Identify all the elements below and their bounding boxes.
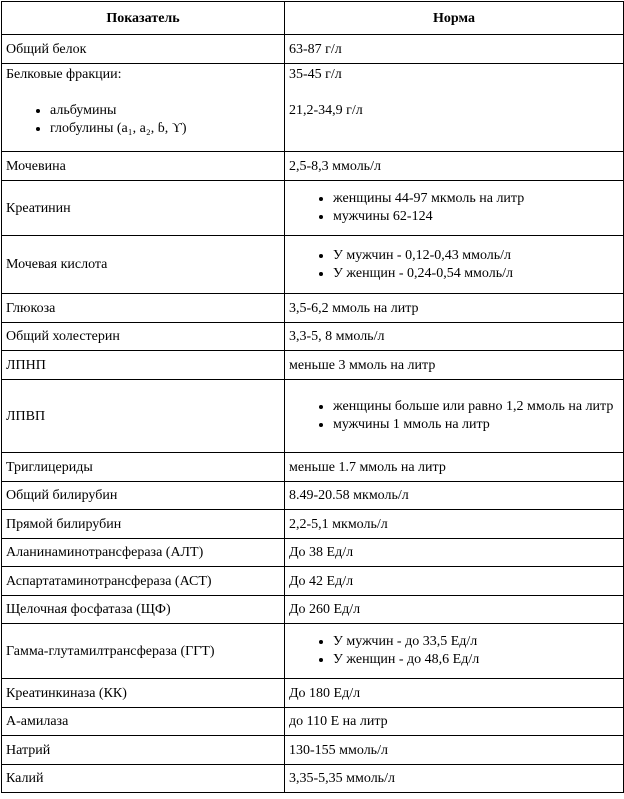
list-item: • У женщин - 0,24-0,54 ммоль/л <box>333 265 619 283</box>
table-row <box>2 539 624 567</box>
norm-cell: До 42 Ед/л <box>285 567 624 596</box>
header-row <box>2 2 624 35</box>
indicator-cell: Креатинкиназа (КК) <box>2 679 285 708</box>
table-row <box>2 152 624 181</box>
norm-line: 35-45 г/л <box>289 67 342 82</box>
table-row <box>2 181 624 236</box>
list-item: • глобулины (а₁, а₂, ɓ, ϒ) <box>50 120 280 138</box>
norm-cell: До 180 Ед/л <box>285 679 624 708</box>
norm-cell: 130-155 ммоль/л <box>285 736 624 765</box>
indicator-cell: Общий билирубин <box>2 482 285 510</box>
norm-cell <box>285 624 624 679</box>
indicator-cell: Гамма-глутамилтрансфераза (ГГТ) <box>2 624 285 679</box>
indicator-cell: Общий белок <box>2 35 285 64</box>
list-item: • У мужчин - до 33,5 Ед/л <box>333 633 619 651</box>
norm-cell: До 38 Ед/л <box>285 539 624 567</box>
list-item: • женщины 44-97 мкмоль на литр <box>333 190 619 208</box>
indicator-cell: Аспартатаминотрансфераза (АСТ) <box>2 567 285 596</box>
norm-cell: 8.49-20.58 мкмоль/л <box>285 482 624 510</box>
indicator-cell: ЛПНП <box>2 351 285 380</box>
indicator-cell: Креатинин <box>2 181 285 236</box>
indicator-cell: Щелочная фосфатаза (ЩФ) <box>2 596 285 624</box>
indicator-cell: Мочевина <box>2 152 285 181</box>
header-norm: Норма <box>285 2 624 35</box>
indicator-cell: ЛПВП <box>2 380 285 453</box>
table-row <box>2 236 624 294</box>
norm-cell <box>285 236 624 294</box>
norm-list <box>289 633 619 669</box>
norm-cell <box>285 181 624 236</box>
table-row <box>2 679 624 708</box>
list-item: • альбумины <box>50 102 280 120</box>
indicator-label: Белковые фракции: <box>6 67 122 82</box>
table-row <box>2 596 624 624</box>
norm-cell: до 110 Е на литр <box>285 708 624 736</box>
table-row <box>2 708 624 736</box>
norm-cell: 3,3-5, 8 ммоль/л <box>285 323 624 351</box>
norm-cell: 3,35-5,35 ммоль/л <box>285 765 624 793</box>
table-row <box>2 453 624 482</box>
list-item: • женщины больше или равно 1,2 ммоль на литр <box>333 398 619 416</box>
table-row <box>2 351 624 380</box>
indicator-cell: Прямой билирубин <box>2 510 285 539</box>
list-item: • мужчины 62-124 <box>333 208 619 226</box>
norm-cell: меньше 3 ммоль на литр <box>285 351 624 380</box>
table-row <box>2 765 624 793</box>
indicator-cell: Триглицериды <box>2 453 285 482</box>
table-row <box>2 482 624 510</box>
norm-list <box>289 190 619 226</box>
norm-cell <box>285 64 624 152</box>
table-row <box>2 64 624 152</box>
list-item: • мужчины 1 ммоль на литр <box>333 416 619 434</box>
list-item: • У мужчин - 0,12-0,43 ммоль/л <box>333 247 619 265</box>
indicator-cell: А-амилаза <box>2 708 285 736</box>
norm-list <box>289 398 619 434</box>
list-item: • У женщин - до 48,6 Ед/л <box>333 651 619 669</box>
norm-cell: 3,5-6,2 ммоль на литр <box>285 294 624 323</box>
indicator-cell: Глюкоза <box>2 294 285 323</box>
table-row <box>2 380 624 453</box>
indicator-cell: Калий <box>2 765 285 793</box>
header-indicator: Показатель <box>2 2 285 35</box>
table-row <box>2 510 624 539</box>
indicator-cell <box>2 64 285 152</box>
norms-table <box>1 1 624 793</box>
table-row <box>2 35 624 64</box>
norm-cell: 2,5-8,3 ммоль/л <box>285 152 624 181</box>
table-row <box>2 294 624 323</box>
table-row <box>2 567 624 596</box>
norm-line: 21,2-34,9 г/л <box>289 103 363 118</box>
indicator-cell: Натрий <box>2 736 285 765</box>
norm-cell <box>285 380 624 453</box>
table-row <box>2 736 624 765</box>
norm-cell: 2,2-5,1 мкмоль/л <box>285 510 624 539</box>
norm-cell: До 260 Ед/л <box>285 596 624 624</box>
norm-cell: меньше 1.7 ммоль на литр <box>285 453 624 482</box>
table-row <box>2 624 624 679</box>
indicator-cell: Мочевая кислота <box>2 236 285 294</box>
norm-cell: 63-87 г/л <box>285 35 624 64</box>
indicator-cell: Общий холестерин <box>2 323 285 351</box>
fraction-list <box>6 102 280 138</box>
table-row <box>2 323 624 351</box>
indicator-cell: Аланинаминотрансфераза (АЛТ) <box>2 539 285 567</box>
norm-list <box>289 247 619 283</box>
